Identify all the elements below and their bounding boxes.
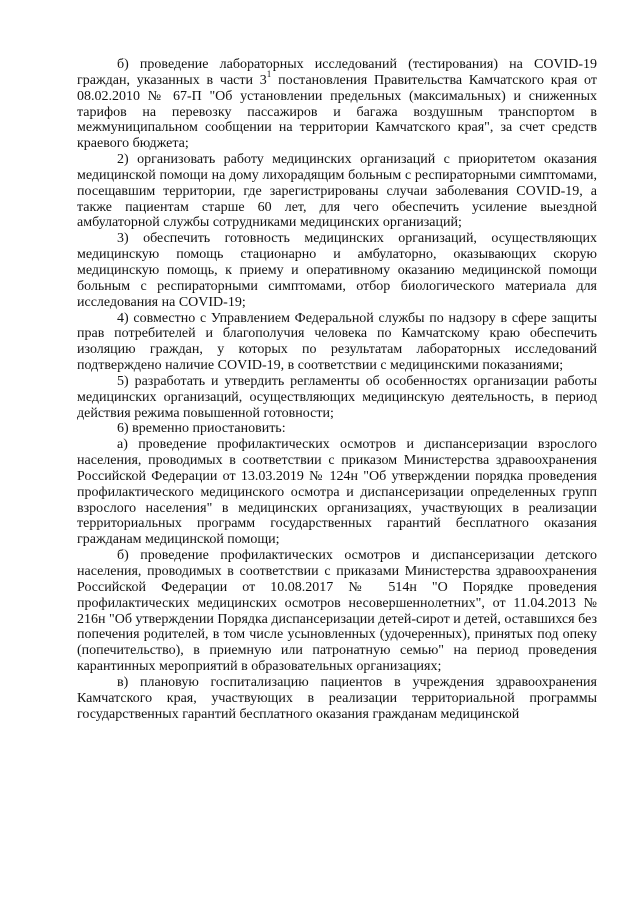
- paragraph-item-a-adult-screening: а) проведение профилактических осмотров и диспансеризации взрослого населения, проводимых в соответствии с приказом Министерства здравоохранения Российской Федерации от 13.03.2019 № 124н "Об утверждении порядка проведения профилактического медицинского осмотра и диспансеризации определенных групп взрослого населения" в медицинских организациях, участвующих в реализации территориальных программ государственных гарантий бесплатного оказания гражданам медицинской помощи;: [77, 437, 597, 548]
- paragraph-text-continued: постановления Правительства Камчатского края от 08.02.2010 № 67-П "Об установлении предельных (максимальных) и сниженных тарифов на перевозку пассажиров и багажа воздушным транспортом в межмуниципальном сообщении на территории Камчатского края", за счет средств краевого бюджета;: [77, 72, 597, 152]
- document-page: [77, 57, 597, 722]
- paragraph-item-v-planned-hospitalization: в) плановую госпитализацию пациентов в учреждения здравоохранения Камчатского края, участвующих в реализации территориальной программы государственных гарантий бесплатного оказания гражданам медицинской: [77, 674, 597, 722]
- paragraph-item-b-child-screening: б) проведение профилактических осмотров и диспансеризации детского населения, проводимых в соответствии с приказами Министерства здравоохранения Российской Федерации от 10.08.2017 № 514н "О Порядке проведения профилактических медицинских осмотров несовершеннолетних", от 11.04.2013 № 216н "Об утверждении Порядка диспансеризации детей-сирот и детей, оставшихся без попечения родителей, в том числе усыновленных (удочеренных), принятых под опеку (попечительство), в приемную или патронатную семью" на период проведения карантинных мероприятий в образовательных организациях;: [77, 548, 597, 675]
- paragraph-text: б) проведение лабораторных исследований (тестирования) на COVID-19 граждан, указанных в части 3: [77, 57, 597, 88]
- paragraph-item-2-home-care: 2) организовать работу медицинских организаций с приоритетом оказания медицинской помощи на дому лихорадящим больным с респираторными симптомами, посещавшим территории, где зарегистрированы случаи заболевания COVID-19, а также пациентам старше 60 лет, для чего обеспечить усиление выездной амбулаторной службы сотрудниками медицинских организаций;: [77, 152, 597, 231]
- paragraph-item-b-laboratory-testing: [77, 57, 597, 152]
- superscript-index: 1: [266, 69, 272, 80]
- paragraph-item-6-suspend: 6) временно приостановить:: [117, 421, 286, 437]
- paragraph-item-3-readiness: 3) обеспечить готовность медицинских организаций, осуществляющих медицинскую помощь стационарно и амбулаторно, оказывающих скорую медицинскую помощь, к приему и оперативному оказанию медицинской помощи больным с респираторными симптомами, отбор биологического материала для исследования на COVID-19;: [77, 231, 597, 310]
- paragraph-item-5-regulations: 5) разработать и утвердить регламенты об особенностях организации работы медицинских организаций, осуществляющих медицинскую деятельность, в период действия режима повышенной готовности;: [77, 373, 597, 421]
- paragraph-item-4-isolation: 4) совместно с Управлением Федеральной службы по надзору в сфере защиты прав потребителей и благополучия человека по Камчатскому краю обеспечить изоляцию граждан, у которых по результатам лабораторных исследований подтверждено наличие COVID-19, в соответствии с медицинскими показаниями;: [77, 310, 597, 374]
